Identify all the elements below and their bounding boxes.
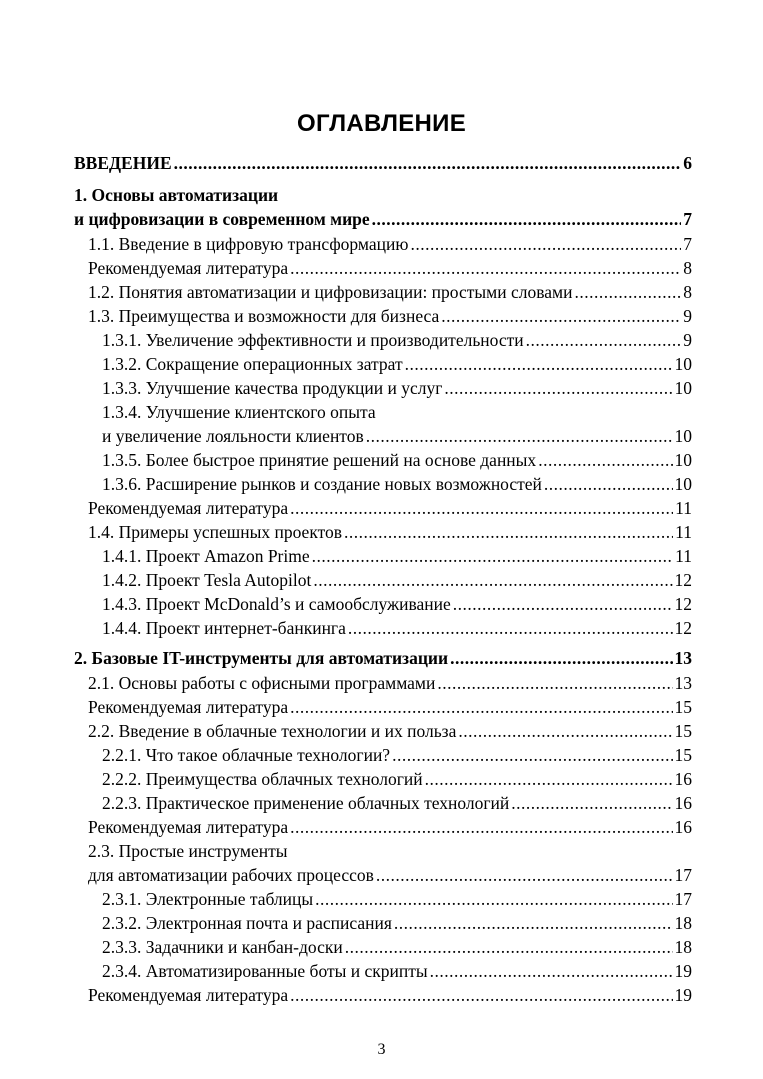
dot-leader bbox=[430, 960, 673, 983]
dot-leader bbox=[290, 816, 672, 839]
dot-leader bbox=[348, 617, 673, 640]
toc-entry-text: 1.3.4. Улучшение клиентского опыта bbox=[102, 402, 376, 422]
dot-leader bbox=[315, 888, 672, 911]
dot-leader bbox=[313, 569, 672, 592]
toc-entry-text: 2.2.1. Что такое облачные технологии? bbox=[102, 745, 391, 765]
toc-entry-text: и цифровизации в современном мире bbox=[74, 209, 370, 229]
page-title: ОГЛАВЛЕНИЕ bbox=[296, 110, 467, 137]
toc-entry-literature[interactable] bbox=[88, 257, 692, 280]
toc-entry-text: 1.3.3. Улучшение качества продукции и услуг bbox=[102, 378, 443, 398]
dot-leader bbox=[290, 257, 681, 280]
toc-entry-page: 16 bbox=[674, 793, 692, 813]
dot-leader bbox=[511, 792, 672, 815]
toc-entry-1-4-1[interactable] bbox=[102, 545, 692, 568]
dot-leader bbox=[526, 329, 682, 352]
dot-leader bbox=[458, 720, 672, 743]
toc-entry-text: 1.2. Понятия автоматизации и цифровизации: простыми словами bbox=[88, 282, 573, 302]
toc-entry-2-2-1[interactable] bbox=[102, 744, 692, 767]
toc-entry-page: 10 bbox=[674, 474, 692, 494]
toc-entry-text: 1.4.2. Проект Tesla Autopilot bbox=[102, 570, 312, 590]
toc-entry-page: 13 bbox=[674, 673, 692, 693]
toc-entry-text: 2.2.2. Преимущества облачных технологий bbox=[102, 769, 423, 789]
toc-entry-text: 1.4.3. Проект McDonald’s и самообслуживание bbox=[102, 594, 451, 614]
dot-leader bbox=[312, 545, 674, 568]
toc-entry-1-3-2[interactable] bbox=[102, 353, 692, 376]
toc-entry-page: 9 bbox=[683, 306, 692, 326]
dot-leader bbox=[544, 473, 673, 496]
toc-entry-1-2[interactable] bbox=[88, 281, 692, 304]
toc-entry-1-3-4-line-1[interactable] bbox=[102, 401, 692, 424]
toc-entry-page: 19 bbox=[674, 985, 692, 1005]
toc-entry-1-3-1[interactable] bbox=[102, 329, 692, 352]
toc-entry-text: 2.2. Введение в облачные технологии и их польза bbox=[88, 721, 457, 741]
dot-leader bbox=[574, 281, 681, 304]
dot-leader bbox=[376, 864, 673, 887]
toc-entry-literature[interactable] bbox=[88, 816, 692, 839]
toc-entry-page: 16 bbox=[674, 769, 692, 789]
toc-chapter-1-line-1[interactable] bbox=[74, 184, 692, 207]
toc-entry-page: 7 bbox=[683, 234, 692, 254]
toc-entry-page: 12 bbox=[674, 594, 692, 614]
toc-entry-text: 1.3.1. Увеличение эффективности и производительности bbox=[102, 330, 524, 350]
toc-entry-text: 1.4.4. Проект интернет-банкинга bbox=[102, 618, 346, 638]
toc-entry-page: 10 bbox=[674, 354, 692, 374]
toc-entry-text: 2.3.2. Электронная почта и расписания bbox=[102, 913, 392, 933]
toc-entry-2-2-3[interactable] bbox=[102, 792, 692, 815]
toc-entry-page: 8 bbox=[683, 282, 692, 302]
dot-leader bbox=[437, 672, 672, 695]
dot-leader bbox=[444, 377, 672, 400]
toc-entry-text: и увеличение лояльности клиентов bbox=[102, 426, 364, 446]
page-number: 3 bbox=[377, 1041, 386, 1058]
toc-entry-page: 15 bbox=[674, 721, 692, 741]
toc-entry-text: для автоматизации рабочих процессов bbox=[88, 865, 374, 885]
dot-leader bbox=[345, 936, 673, 959]
toc-entry-page: 17 bbox=[674, 865, 692, 885]
toc-entry-page: 8 bbox=[683, 258, 692, 278]
toc-entry-page: 18 bbox=[674, 937, 692, 957]
toc-entry-literature[interactable] bbox=[88, 984, 692, 1007]
toc-entry-2-3-2[interactable] bbox=[102, 912, 692, 935]
dot-leader bbox=[372, 208, 682, 231]
toc-entry-text: Рекомендуемая литература bbox=[88, 697, 289, 717]
toc-entry-2-3-1[interactable] bbox=[102, 888, 692, 911]
toc-entry-text: 1. Основы автоматизации bbox=[74, 185, 279, 205]
toc-entry-literature[interactable] bbox=[88, 696, 692, 719]
toc-entry-text: 1.3.2. Сокращение операционных затрат bbox=[102, 354, 403, 374]
toc-entry-2-3-3[interactable] bbox=[102, 936, 692, 959]
toc-entry-1-3-3[interactable] bbox=[102, 377, 692, 400]
toc-entry-text: 2.2.3. Практическое применение облачных технологий bbox=[102, 793, 510, 813]
toc-entry-text: Рекомендуемая литература bbox=[88, 498, 289, 518]
toc-entry-2-3-line-1[interactable] bbox=[88, 840, 692, 863]
toc-chapter-1[interactable] bbox=[74, 208, 692, 231]
dot-leader bbox=[394, 912, 673, 935]
toc-entry-2-3-4[interactable] bbox=[102, 960, 692, 983]
toc-entry-1-4-3[interactable] bbox=[102, 593, 692, 616]
toc-entry-page: 12 bbox=[674, 570, 692, 590]
toc-entry-text: 1.4. Примеры успешных проектов bbox=[88, 522, 343, 542]
dot-leader bbox=[392, 744, 672, 767]
toc-entry-page: 10 bbox=[674, 378, 692, 398]
toc-entry-page: 19 bbox=[674, 961, 692, 981]
toc-entry-page: 18 bbox=[674, 913, 692, 933]
toc-entry-page: 13 bbox=[674, 648, 692, 668]
toc-entry-page: 11 bbox=[675, 522, 692, 542]
toc-entry-text: 2.1. Основы работы с офисными программами bbox=[88, 673, 436, 693]
toc-entry-page: 11 bbox=[675, 498, 692, 518]
toc-entry-page: 6 bbox=[683, 153, 692, 173]
toc-entry-page: 15 bbox=[674, 745, 692, 765]
dot-leader bbox=[290, 497, 673, 520]
toc-entry-2-1[interactable] bbox=[88, 672, 692, 695]
toc-entry-text: Рекомендуемая литература bbox=[88, 258, 289, 278]
dot-leader bbox=[453, 593, 673, 616]
dot-leader bbox=[174, 152, 682, 175]
toc-entry-2-2[interactable] bbox=[88, 720, 692, 743]
toc-entry-page: 10 bbox=[674, 426, 692, 446]
toc-entry-page: 10 bbox=[674, 450, 692, 470]
toc-entry-2-2-2[interactable] bbox=[102, 768, 692, 791]
toc-entry-1-3-4[interactable] bbox=[102, 425, 692, 448]
toc-entry-page: 11 bbox=[675, 546, 692, 566]
dot-leader bbox=[410, 233, 681, 256]
toc-entry-introduction[interactable] bbox=[74, 152, 692, 175]
toc-entry-text: 1.3.5. Более быстрое принятие решений на основе данных bbox=[102, 450, 537, 470]
toc-entry-1-4-2[interactable] bbox=[102, 569, 692, 592]
toc-entry-literature[interactable] bbox=[88, 497, 692, 520]
toc-entry-text: 2.3.3. Задачники и канбан-доски bbox=[102, 937, 343, 957]
toc-entry-1-3[interactable] bbox=[88, 305, 692, 328]
toc-entry-text: 1.4.1. Проект Amazon Prime bbox=[102, 546, 310, 566]
toc-entry-text: 2.3.4. Автоматизированные боты и скрипты bbox=[102, 961, 428, 981]
toc-entry-page: 7 bbox=[683, 209, 692, 229]
toc-entry-text: 2.3.1. Электронные таблицы bbox=[102, 889, 314, 909]
toc-entry-text: Рекомендуемая литература bbox=[88, 817, 289, 837]
toc-entry-1-4-4[interactable] bbox=[102, 617, 692, 640]
toc-entry-page: 15 bbox=[674, 697, 692, 717]
toc-entry-text: ВВЕДЕНИЕ bbox=[74, 153, 172, 173]
toc-entry-1-1[interactable] bbox=[88, 233, 692, 256]
dot-leader bbox=[344, 521, 673, 544]
toc-entry-text: 2. Базовые IT-инструменты для автоматизации bbox=[74, 648, 449, 668]
toc-entry-page: 12 bbox=[674, 618, 692, 638]
toc-entry-1-4[interactable] bbox=[88, 521, 692, 544]
toc-entry-page: 16 bbox=[674, 817, 692, 837]
dot-leader bbox=[441, 305, 681, 328]
toc-entry-text: 1.3.6. Расширение рынков и создание новых возможностей bbox=[102, 474, 542, 494]
toc-entry-text: Рекомендуемая литература bbox=[88, 985, 289, 1005]
toc-entry-2-3[interactable] bbox=[88, 864, 692, 887]
dot-leader bbox=[450, 647, 672, 670]
dot-leader bbox=[290, 984, 672, 1007]
dot-leader bbox=[366, 425, 673, 448]
dot-leader bbox=[538, 449, 672, 472]
dot-leader bbox=[290, 696, 672, 719]
dot-leader bbox=[425, 768, 673, 791]
toc-entry-1-3-6[interactable] bbox=[102, 473, 692, 496]
toc-entry-1-3-5[interactable] bbox=[102, 449, 692, 472]
dot-leader bbox=[405, 353, 673, 376]
toc-entry-text: 1.3. Преимущества и возможности для бизнеса bbox=[88, 306, 440, 326]
toc-chapter-2[interactable] bbox=[74, 647, 692, 670]
toc-entry-text: 1.1. Введение в цифровую трансформацию bbox=[88, 234, 409, 254]
toc-entry-page: 9 bbox=[683, 330, 692, 350]
toc-entry-text: 2.3. Простые инструменты bbox=[88, 841, 288, 861]
toc-entry-page: 17 bbox=[674, 889, 692, 909]
